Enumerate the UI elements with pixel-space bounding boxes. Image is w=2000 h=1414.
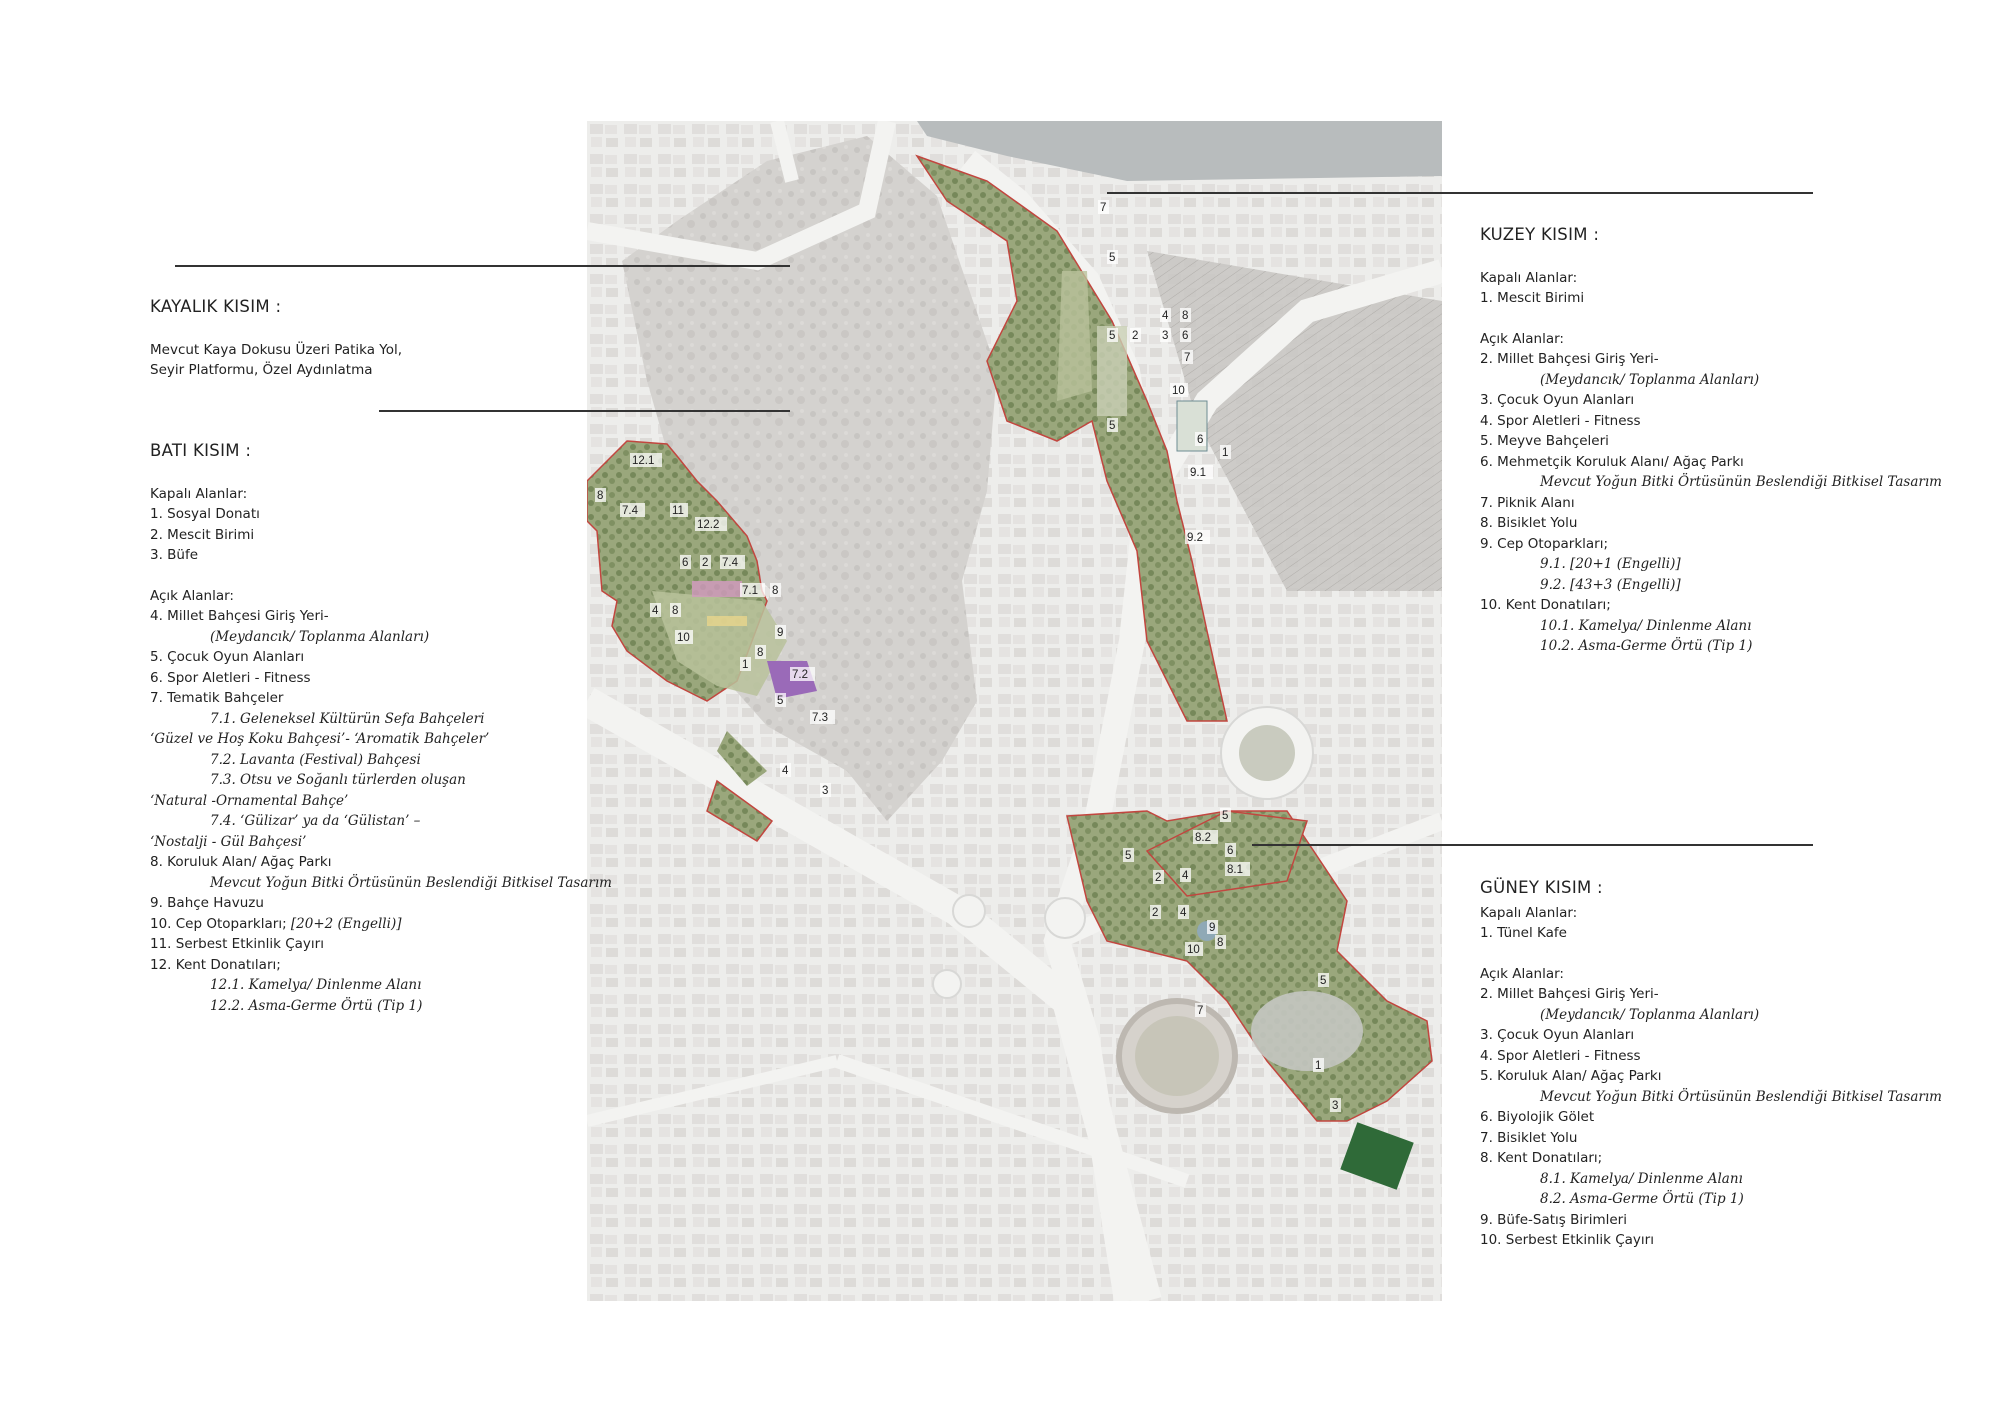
list-subitem: Mevcut Yoğun Bitki Örtüsünün Beslendiği Bitkisel Tasarım	[210, 874, 612, 891]
list-item-detail: [20+2 (Engelli)]	[290, 915, 402, 932]
map-area-label-north: 6	[1182, 330, 1189, 342]
list-item: 1. Sosyal Donatı	[150, 506, 260, 522]
list-subitem: 8.1. Kamelya/ Dinlenme Alanı	[1540, 1170, 1743, 1187]
map-area-label-north: 2	[1132, 330, 1139, 342]
map-area-label-south: 5	[1125, 850, 1132, 862]
map-area-label-west: 9	[777, 627, 784, 639]
map-area-label-west: 7.1	[742, 585, 758, 597]
list-subitem: 9.2. [43+3 (Engelli)]	[1540, 576, 1681, 593]
list-subitem: 12.2. Asma-Germe Örtü (Tip 1)	[210, 997, 423, 1014]
list-subitem: 7.2. Lavanta (Festival) Bahçesi	[210, 751, 421, 768]
map-area-label-north: 10	[1172, 385, 1185, 397]
map-area-label-south: 8.1	[1227, 864, 1243, 876]
map-area-label-west: 4	[782, 765, 789, 777]
map-area-label-west: 7.4	[722, 557, 738, 569]
map-area-label-south: 4	[1180, 907, 1187, 919]
map-area-label-west: 7.2	[792, 669, 808, 681]
list-item: 6. Biyolojik Gölet	[1480, 1109, 1595, 1125]
map-area-label-west: 4	[652, 605, 659, 617]
list-item: 1. Tünel Kafe	[1480, 925, 1567, 941]
map-area-label-north: 4	[1162, 310, 1169, 322]
list-item: 3. Çocuk Oyun Alanları	[1480, 1027, 1635, 1043]
map-area-label-north: 3	[1162, 330, 1169, 342]
map-area-label-west: 7.3	[812, 712, 828, 724]
list-item: 8. Bisiklet Yolu	[1480, 515, 1578, 531]
map-area-label-south: 9	[1209, 922, 1216, 934]
map-area-label-north: 5	[1109, 420, 1116, 432]
guney-section	[1480, 878, 1942, 1251]
map-area-label-north: 7	[1184, 352, 1191, 364]
map-area-label-west: 8	[757, 647, 764, 659]
list-subitem: (Meydancık/ Toplanma Alanları)	[210, 628, 430, 645]
list-subitem: (Meydancık/ Toplanma Alanları)	[1540, 1006, 1760, 1023]
list-item: 2. Millet Bahçesi Giriş Yeri-	[1480, 986, 1659, 1002]
kuzey-section	[1480, 225, 1942, 657]
map-area-label-west: 6	[682, 557, 689, 569]
map-area-label-west: 11	[672, 505, 684, 517]
site-plan-svg	[587, 121, 1442, 1301]
map-area-label-north: 7	[1100, 202, 1107, 214]
list-item: 4. Spor Aletleri - Fitness	[1480, 1047, 1641, 1064]
list-subitem: 10.2. Asma-Germe Örtü (Tip 1)	[1540, 638, 1753, 654]
map-area-label-south: 5	[1320, 975, 1327, 987]
list-item: 6. Mehmetçik Koruluk Alanı/ Ağaç Parkı	[1480, 453, 1744, 470]
map-area-label-west: 10	[677, 632, 690, 644]
list-item: 3. Çocuk Oyun Alanları	[1480, 392, 1635, 408]
list-item: 10. Serbest Etkinlik Çayırı	[1480, 1232, 1654, 1248]
list-item: 9. Bahçe Havuzu	[150, 895, 264, 911]
list-subitem: 8.2. Asma-Germe Örtü (Tip 1)	[1540, 1191, 1744, 1207]
map-area-label-west: 8	[772, 585, 779, 597]
list-item: 11. Serbest Etkinlik Çayırı	[150, 936, 324, 952]
list-item: 5. Çocuk Oyun Alanları	[150, 649, 305, 665]
map-area-label-north: 9.1	[1190, 467, 1206, 479]
list-subitem: ‘Güzel ve Hoş Koku Bahçesi’- ‘Aromatik Bahçeler’	[150, 731, 490, 747]
list-item: 6. Spor Aletleri - Fitness	[150, 669, 311, 686]
list-subitem: ‘Natural -Ornamental Bahçe’	[150, 792, 349, 809]
map-area-label-south: 5	[1222, 810, 1229, 822]
map-area-label-south: 4	[1182, 870, 1189, 882]
kayalik-line: Mevcut Kaya Dokusu Üzeri Patika Yol,	[150, 341, 403, 358]
map-area-label-west: 7.4	[622, 505, 638, 517]
map-area-label-west: 5	[777, 695, 784, 707]
map-area-label-south: 2	[1152, 907, 1159, 919]
map-area-label-west: 8	[672, 605, 679, 617]
map-area-label-south: 6	[1227, 845, 1234, 857]
list-item: 12. Kent Donatıları;	[150, 956, 281, 973]
open-heading: Açık Alanlar:	[1480, 330, 1564, 347]
list-subitem: 7.1. Geleneksel Kültürün Sefa Bahçeleri	[210, 710, 485, 727]
map-area-label-north: 5	[1109, 252, 1116, 264]
list-item: 4. Millet Bahçesi Giriş Yeri-	[150, 608, 329, 624]
list-subitem: 7.3. Otsu ve Soğanlı türlerden oluşan	[210, 772, 466, 788]
list-item: 2. Millet Bahçesi Giriş Yeri-	[1480, 351, 1659, 367]
bati-section	[150, 441, 612, 1016]
kayalik-line: Seyir Platformu, Özel Aydınlatma	[150, 362, 373, 378]
map-area-label-north: 9.2	[1187, 532, 1203, 544]
leader-line-kuzey	[1107, 192, 1813, 194]
map-area-label-west: 12.1	[632, 455, 655, 467]
open-heading: Açık Alanlar:	[150, 587, 234, 604]
map-area-label-south: 2	[1155, 872, 1162, 884]
open-heading: Açık Alanlar:	[1480, 965, 1564, 982]
list-item: 1. Mescit Birimi	[1480, 290, 1585, 306]
list-item: 7. Bisiklet Yolu	[1480, 1129, 1578, 1146]
list-item: 8. Koruluk Alan/ Ağaç Parkı	[150, 854, 332, 870]
map-area-label-north: 8	[1182, 310, 1189, 322]
list-item: 9. Cep Otoparkları;	[1480, 535, 1609, 552]
list-subitem: Mevcut Yoğun Bitki Örtüsünün Beslendiği Bitkisel Tasarım	[1540, 474, 1942, 490]
map-area-label-north: 1	[1222, 447, 1229, 459]
map-area-label-south: 7	[1197, 1005, 1204, 1017]
map-area-label-south: 8	[1217, 937, 1224, 949]
list-item: 9. Büfe-Satış Birimleri	[1480, 1211, 1627, 1228]
map-area-label-south: 8.2	[1195, 832, 1211, 844]
biological-pond	[1251, 991, 1363, 1071]
map-area-label-north: 6	[1197, 434, 1204, 446]
list-subitem: 12.1. Kamelya/ Dinlenme Alanı	[210, 977, 422, 993]
closed-heading: Kapalı Alanlar:	[150, 485, 248, 502]
kayalik-title: KAYALIK KISIM :	[150, 297, 282, 316]
list-item: 3. Büfe	[150, 547, 199, 563]
map-area-label-north: 5	[1109, 330, 1116, 342]
bati-title: BATI KISIM :	[150, 441, 252, 460]
guney-title: GÜNEY KISIM :	[1480, 878, 1603, 897]
closed-heading: Kapalı Alanlar:	[1480, 904, 1578, 921]
list-item: 8. Kent Donatıları;	[1480, 1150, 1603, 1166]
map-area-label-south: 3	[1332, 1100, 1339, 1112]
list-item: 4. Spor Aletleri - Fitness	[1480, 412, 1641, 429]
map-area-label-south: 10	[1187, 944, 1200, 956]
list-subitem: (Meydancık/ Toplanma Alanları)	[1540, 371, 1760, 388]
leader-line-kayalik	[175, 265, 790, 267]
list-item: 5. Meyve Bahçeleri	[1480, 433, 1609, 449]
map-area-label-west: 2	[702, 557, 709, 569]
roundabout-center	[1045, 898, 1085, 938]
list-subitem: 10.1. Kamelya/ Dinlenme Alanı	[1540, 617, 1752, 634]
list-item: 5. Koruluk Alan/ Ağaç Parkı	[1480, 1068, 1662, 1084]
leader-line-bati	[379, 410, 790, 412]
list-subitem: 7.4. ‘Gülizar’ ya da ‘Gülistan’ –	[210, 813, 421, 829]
list-item	[150, 914, 612, 935]
kayalik-section	[150, 297, 402, 381]
map-area-label-west: 3	[822, 785, 829, 797]
list-subitem: 9.1. [20+1 (Engelli)]	[1540, 556, 1681, 572]
list-item-label: 10. Cep Otoparkları;	[150, 915, 291, 932]
map-area-label-south: 1	[1315, 1060, 1322, 1072]
leader-line-guney	[1252, 844, 1813, 846]
list-item: 2. Mescit Birimi	[150, 526, 255, 543]
map-area-label-west: 12.2	[697, 519, 720, 531]
list-item: 7. Tematik Bahçeler	[150, 690, 284, 706]
site-plan-map	[587, 121, 1442, 1301]
map-area-label-west: 8	[597, 490, 604, 502]
closed-heading: Kapalı Alanlar:	[1480, 269, 1578, 286]
list-subitem: ‘Nostalji - Gül Bahçesi’	[150, 833, 307, 850]
list-item: 10. Kent Donatıları;	[1480, 597, 1611, 613]
list-subitem: Mevcut Yoğun Bitki Örtüsünün Beslendiği Bitkisel Tasarım	[1540, 1088, 1942, 1105]
kuzey-title: KUZEY KISIM :	[1480, 225, 1600, 244]
map-area-label-west: 1	[742, 659, 749, 671]
list-item: 7. Piknik Alanı	[1480, 494, 1575, 511]
